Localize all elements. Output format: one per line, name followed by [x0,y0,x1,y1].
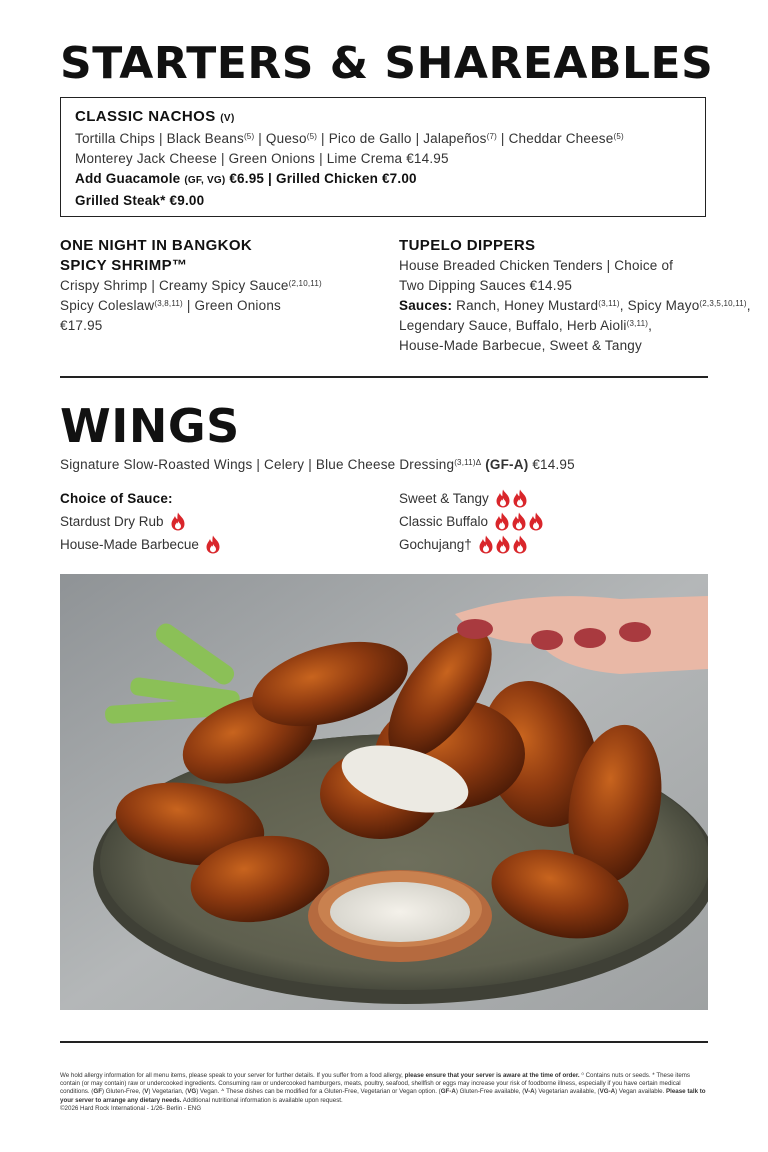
bold-text: please ensure that your server is aware at the time of order. [404,1072,580,1079]
bold-text: Please talk to your server to arrange any dietary needs. [60,1088,706,1104]
addon-guacamole-tag: (GF, VG) [184,175,226,186]
text-segment: €14.95 [528,457,575,472]
sauce-list-right [399,487,719,556]
sauce-name: Sweet & Tangy [399,491,489,506]
sauce-item [399,487,719,510]
nachos-name [75,107,691,129]
tupelo-item [399,236,751,356]
allergen-ref: (7) [486,132,497,141]
sauce-name: Classic Buffalo [399,514,489,529]
bold-text: V-A [524,1088,535,1096]
allergen-ref: (5) [306,132,318,141]
text-segment: ) Gluten-Free, ( [101,1088,145,1096]
copyright: ©2026 Hard Rock International - 1/26- Berlin - ENG [60,1104,202,1112]
bangkok-name-2: SPICY SHRIMP™ [60,257,188,274]
divider-1 [60,376,708,378]
tupelo-line1: House Breaded Chicken Tenders | Choice of [399,258,674,273]
sauce-list-left [60,487,380,556]
text-segment: | Queso [254,131,307,146]
bold-text: VG [187,1088,197,1096]
bold-text: (GF-A) [485,457,529,472]
nachos-line2: Monterey Jack Cheese | Green Onions | Lime Crema €14.95 [75,151,449,166]
bangkok-price: €17.95 [60,318,103,333]
flame-icon [495,489,511,508]
flame-icon [528,512,544,531]
text-segment: ) Vegetarian available, ( [534,1088,600,1096]
bold-text: VG-A [599,1088,616,1096]
sauce-name: Stardust Dry Rub [60,514,164,529]
text-segment: Legendary Sauce, Buffalo, Herb Aioli [399,318,627,333]
heat-level [478,535,528,554]
bold-text: GF-A [440,1088,456,1096]
text-segment: Ranch, Honey Mustard [452,298,599,313]
allergy-text [60,1072,708,1105]
addon-prices: €6.95 | Grilled Chicken €7.00 [225,171,417,186]
bold-text: V [144,1088,149,1096]
flame-icon [512,489,528,508]
addon-guacamole: Add Guacamole [75,171,181,186]
bangkok-name-1: ONE NIGHT IN BANGKOK [60,237,253,254]
flame-icon [478,535,494,554]
allergen-ref: (3,11)Δ [454,458,482,467]
allergen-ref: (3,11) [598,299,620,308]
section-title-starters: STARTERS & SHAREABLES [60,38,714,89]
wings-photo-illustration [60,574,708,1010]
text-segment: , [746,298,751,313]
sauce-item [60,533,380,556]
text-segment: Tortilla Chips | Black Beans [75,131,244,146]
text-segment: Spicy Coleslaw [60,298,155,313]
text-segment: | Green Onions [182,298,281,313]
allergen-ref: (2,10,11) [288,279,322,288]
heat-level [205,535,221,554]
text-segment: ⁰ Contains nuts or seeds. * These items contain (or may contain) raw or undercooked ingredients. Consuming raw or undercooked hamburgers, meats, poultry, seafood, shellfish or eggs may increase your risk of foodborne illness, especially if you have certain medical conditions. ( [60,1072,691,1096]
section-title-wings: WINGS [60,399,240,453]
flame-icon [511,512,527,531]
text-segment: , [648,318,653,333]
allergen-ref: (5) [613,132,624,141]
nachos-title: CLASSIC NACHOS [75,108,216,125]
sauce-name: House-Made Barbecue [60,537,199,552]
sauce-item [60,510,380,533]
bold-text: GF [93,1088,102,1096]
nachos-line1 [75,129,691,149]
text-segment: ) Vegan available. [615,1088,667,1096]
text-segment: Signature Slow-Roasted Wings | Celery | Blue Cheese Dressing [60,457,455,472]
text-segment: , Spicy Mayo [619,298,700,313]
tupelo-line5: House-Made Barbecue, Sweet & Tangy [399,338,642,353]
choice-of-sauce-label: Choice of Sauce: [60,491,173,506]
text-segment: Additional nutritional information is available upon request. [181,1096,343,1104]
text-segment: ) Vegan. ᐞ These dishes can be modified for a Gluten-Free, Vegetarian or Vegan option. ( [196,1088,441,1096]
tupelo-sauces-1 [452,298,751,313]
text-segment: | Cheddar Cheese [496,131,614,146]
text-segment: ) Gluten-Free available, ( [455,1088,525,1096]
bangkok-item [60,236,380,336]
text-segment: | Pico de Gallo | Jalapeños [317,131,487,146]
text-segment: ) Vegetarian, ( [148,1088,188,1096]
heat-level [495,489,528,508]
tupelo-line3 [399,296,751,316]
allergy-footer [60,1072,708,1113]
tupelo-name: TUPELO DIPPERS [399,237,536,254]
sauce-item [399,533,719,556]
tupelo-line4 [399,316,719,336]
heat-level [494,512,544,531]
sauce-name: Gochujang† [399,537,472,552]
allergen-ref: (3,8,11) [154,299,183,308]
text-segment: We hold allergy information for all menu items, please speak to your server for further details. If you suffer from a food allergy, [60,1072,405,1079]
wings-description [60,455,708,475]
heat-level [170,512,186,531]
nachos-tag: (V) [220,113,235,124]
nachos-addon1 [75,169,691,191]
flame-icon [205,535,221,554]
allergen-ref: (2,3,5,10,11) [699,299,747,308]
text-segment: Crispy Shrimp | Creamy Spicy Sauce [60,278,289,293]
left-sauces [60,510,380,556]
bangkok-line1 [60,276,380,296]
nachos-box [60,97,706,217]
wings-photo [60,574,708,1010]
tupelo-line2: Two Dipping Sauces €14.95 [399,278,573,293]
sauce-item [399,510,719,533]
allergen-ref: (3,11) [626,319,649,328]
flame-icon [495,535,511,554]
bangkok-line2 [60,296,380,316]
flame-icon [494,512,510,531]
nachos-addon2: Grilled Steak* €9.00 [75,193,205,208]
divider-2 [60,1041,708,1043]
allergen-ref: (5) [243,132,255,141]
right-sauces [399,487,719,556]
flame-icon [512,535,528,554]
flame-icon [170,512,186,531]
sauces-label: Sauces: [399,298,453,313]
